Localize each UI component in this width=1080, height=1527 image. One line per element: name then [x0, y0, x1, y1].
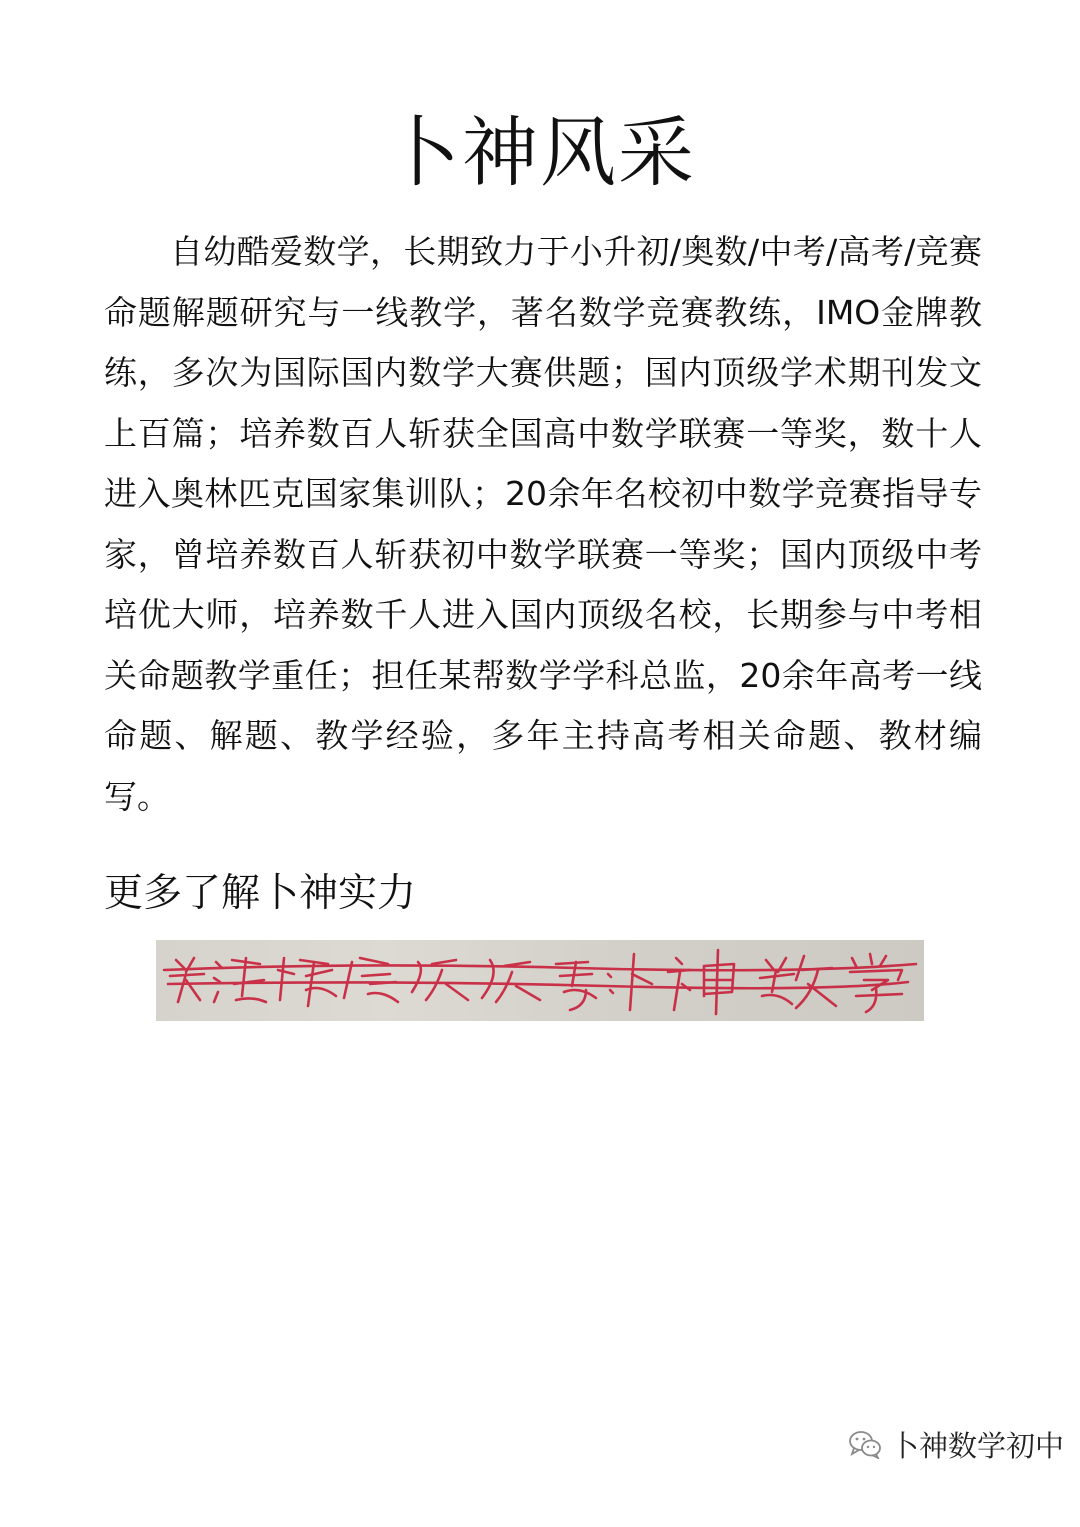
footer-brand — [848, 1424, 1064, 1464]
wechat-icon — [848, 1429, 882, 1459]
footer-brand-name: 卜神数学初中 — [890, 1428, 1065, 1463]
more-info-heading: 更多了解卜神实力 — [104, 871, 417, 916]
handwriting-signature — [156, 940, 924, 1021]
handwriting-image — [156, 940, 924, 1021]
page-title: 卜神风采 — [384, 108, 696, 197]
bio-paragraph: 自幼酷爱数学，长期致力于小升初/奥数/中考/高考/竞赛命题解题研究与一线教学，著名数学竞赛教练，IMO金牌教练，多次为国际国内数学大赛供题；国内顶级学术期刊发文上百篇；培养数百人斩获全国高中数学联赛一等奖，数十人进入奥林匹克国家集训队；20余年名校初中数学竞赛指导专家，曾培养数百人斩获初中数学联赛一等奖；国内顶级中考培优大师，培养数千人进入国内顶级名校，长期参与中考相关命题教学重任；担任某帮数学学科总监，20余年高考一线命题、解题、教学经验，多年主持高考相关命题、教材编写。 — [104, 232, 982, 816]
